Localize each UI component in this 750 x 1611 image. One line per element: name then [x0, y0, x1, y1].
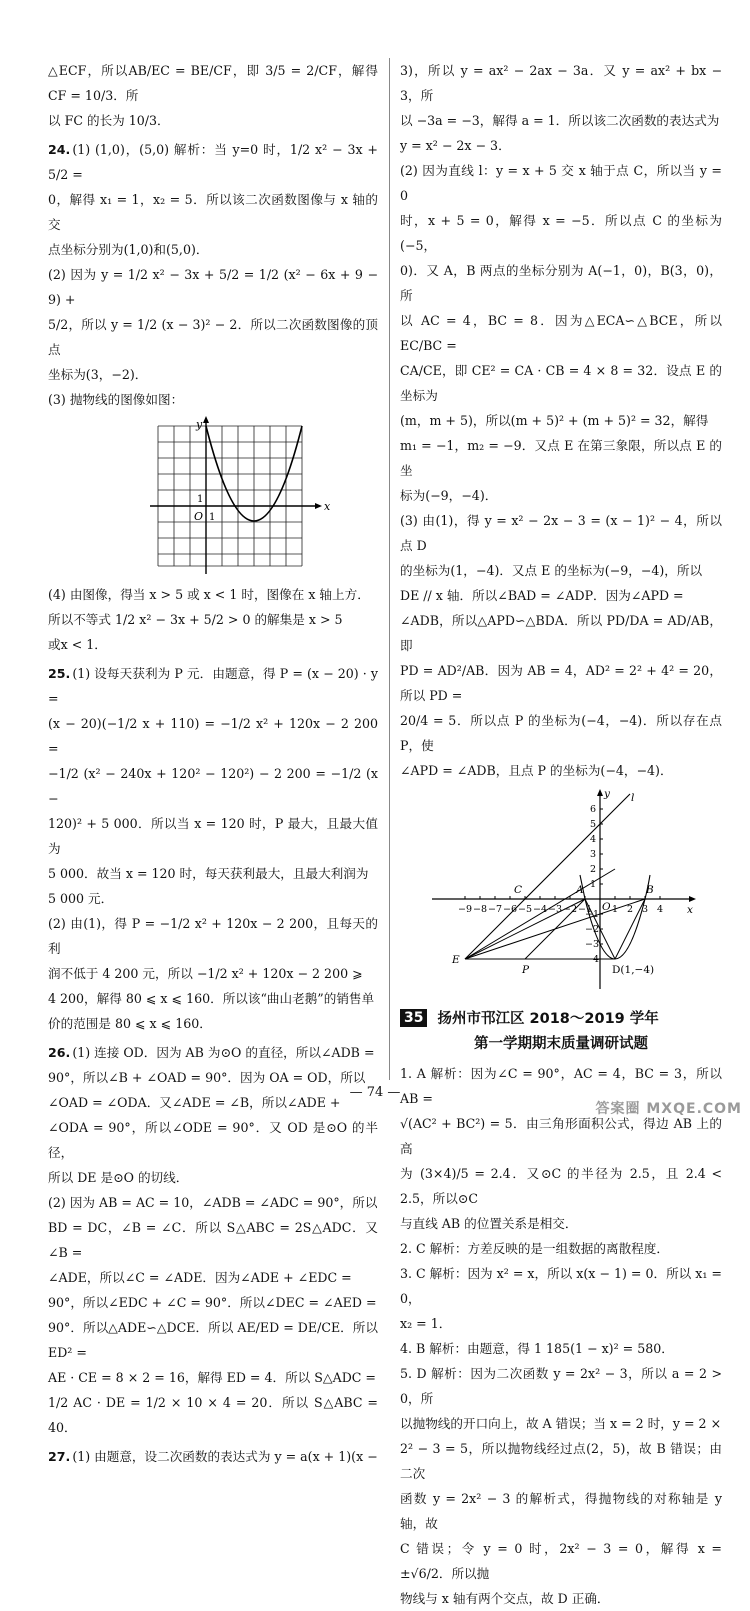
- x-tick: −8: [473, 904, 488, 915]
- q27-cont-line-9: (m，m + 5)，所以(m + 5)² + (m + 5)² = 32，解得: [400, 413, 709, 428]
- section-title-line-1: 扬州市邗江区 2018～2019 学年: [437, 1011, 659, 1027]
- q27-cont-line-6: 0)．又 A，B 两点的坐标分别为 A(−1，0)，B(3，0)，所: [400, 263, 722, 303]
- answer-2: 2. C 解析：方差反映的是一组数据的离散程度．: [400, 1241, 669, 1256]
- answer-4: 4. B 解析：由题意，得 1 185(1 − x)² = 580．: [400, 1341, 674, 1356]
- q26-line-10: 90°．所以△ADE∽△DCE．所以 AE/ED = DE/CE．所以 ED² =: [48, 1320, 378, 1360]
- parabola-graph-q24: [148, 416, 348, 576]
- q27-cont-line-5: 时，x + 5 = 0，解得 x = −5．所以点 C 的坐标为(−5，: [400, 213, 722, 253]
- q24-line-2: 0，解得 x₁ = 1，x₂ = 5．所以该二次函数图像与 x 轴的交: [48, 192, 378, 232]
- answer-1-line-3: 为 (3×4)/5 = 2.4．又⊙C 的半径为 2.5，且 2.4 < 2.5，所以⊙C: [400, 1166, 722, 1206]
- q24-line-7: (3) 抛物线的图像如图：: [48, 392, 184, 407]
- answer-5-line-4: 函数 y = 2x² − 3 的解析式，得抛物线的对称轴是 y 轴，故: [400, 1491, 722, 1531]
- y-tick: 5: [590, 819, 597, 830]
- x-tick: −5: [518, 904, 533, 915]
- q26-line-7: BD = DC，∠B = ∠C．所以 S△ABC = 2S△ADC．又∠B =: [48, 1220, 378, 1260]
- origin-label: O: [194, 510, 204, 523]
- answer-3-line-2: x₂ = 1．: [400, 1316, 452, 1331]
- q23-continuation-line-1: △ECF，所以AB/EC = BE/CF，即 3/5 = 2/CF，解得 CF = 10/3．所: [48, 63, 378, 103]
- q24-line-9: 所以不等式 1/2 x² − 3x + 5/2 > 0 的解集是 x > 5: [48, 612, 343, 627]
- x-axis-arrow: [315, 503, 322, 509]
- q24-line-1: (1) (1,0)，(5,0) 解析：当 y=0 时，1/2 x² − 3x + 5/2 =: [48, 142, 378, 182]
- q26-line-6: (2) 因为 AB = AC = 10，∠ADB = ∠ADC = 90°，所以: [48, 1195, 378, 1210]
- y-tick: 6: [590, 804, 597, 815]
- question-number: 24.: [48, 142, 71, 157]
- y-label: y: [604, 789, 610, 800]
- x-tick: 4: [657, 904, 664, 915]
- x-tick: 1: [612, 904, 619, 915]
- q25-line-5: 5 000．故当 x = 120 时，每天获利最大，且最大利润为: [48, 866, 369, 881]
- x-tick: 2: [627, 904, 634, 915]
- question-26: [48, 1040, 378, 1440]
- q25-line-10: 价的范围是 80 ⩽ x ⩽ 160．: [48, 1016, 212, 1031]
- q27-cont-line-18: ∠APD = ∠ADB，且点 P 的坐标为(−4，−4)．: [400, 763, 673, 778]
- q24-line-8: (4) 由图像，得当 x > 5 或 x < 1 时，图像在 x 轴上方．: [48, 587, 370, 602]
- section-title-line-2: 第一学期期末质量调研试题: [474, 1036, 648, 1052]
- q27-cont-line-2: 以 −3a = −3，解得 a = 1．所以该二次函数的表达式为: [400, 113, 720, 128]
- line-l-label: l: [631, 792, 635, 804]
- point-b-label: B: [646, 884, 654, 896]
- q27-line-1: (1) 由题意，设二次函数的表达式为 y = a(x + 1)(x −: [72, 1449, 378, 1464]
- q25-line-9: 4 200，解得 80 ⩽ x ⩽ 160．所以该“曲山老鹅”的销售单: [48, 991, 375, 1006]
- point-p-label: P: [522, 964, 530, 976]
- q23-continuation-line-2: 以 FC 的长为 10/3．: [48, 113, 170, 128]
- q27-cont-line-8: CA/CE，即 CE² = CA · CB = 4 × 8 = 32．设点 E 的坐标为: [400, 363, 722, 403]
- watermark: 答案圈 MXQE.COM: [595, 1101, 742, 1117]
- q27-cont-line-11: 标为(−9，−4)．: [400, 488, 498, 503]
- q27-cont-line-17: 20/4 = 5．所以点 P 的坐标为(−4，−4)．所以存在点 P，使: [400, 713, 722, 753]
- q25-line-4: 120)² + 5 000．所以当 x = 120 时，P 最大，且最大值为: [48, 816, 378, 856]
- x-label: x: [324, 500, 331, 513]
- q26-line-2: 90°，所以∠B + ∠OAD = 90°．因为 OA = OD，所以: [48, 1070, 366, 1085]
- q26-line-11: AE · CE = 8 × 2 = 16，解得 ED = 4．所以 S△ADC =: [48, 1370, 376, 1385]
- coordinate-diagram-q27: [430, 789, 700, 999]
- question-27: [48, 1444, 378, 1469]
- q26-line-3: ∠OAD = ∠ODA．又∠ADE = ∠B，所以∠ADE +: [48, 1095, 341, 1110]
- answer-3-line-1: 3. C 解析：因为 x² = x，所以 x(x − 1) = 0．所以 x₁ = 0，: [400, 1266, 722, 1306]
- x-tick: 3: [642, 904, 649, 915]
- q25-line-8: 润不低于 4 200 元，所以 −1/2 x² + 120x − 2 200 ⩾: [48, 966, 363, 981]
- answer-1-line-4: 与直线 AB 的位置关系是相交．: [400, 1216, 578, 1231]
- axis-ticks: [465, 809, 660, 959]
- x-tick: −2: [563, 904, 578, 915]
- q27-cont-line-15: ∠ADB，所以△APD∽△BDA．所以 PD/DA = AD/AB，即: [400, 613, 722, 653]
- answer-5-line-2: 以抛物线的开口向上，故 A 错误；当 x = 2 时，y = 2 ×: [400, 1416, 722, 1431]
- q27-cont-line-10: m₁ = −1，m₂ = −9．又点 E 在第三象限，所以点 E 的坐: [400, 438, 722, 478]
- q26-line-12: 1/2 AC · DE = 1/2 × 10 × 4 = 20．所以 S△ABC = 40．: [48, 1395, 378, 1435]
- q27-cont-line-7: 以 AC = 4，BC = 8．因为△ECA∽△BCE，所以 EC/BC =: [400, 313, 722, 353]
- left-column: [48, 58, 378, 1469]
- point-d-label: D(1,−4): [612, 964, 655, 976]
- point-e-label: E: [452, 954, 460, 966]
- question-number: 27.: [48, 1449, 71, 1464]
- y-unit-label: 1: [197, 494, 204, 505]
- line-l: [465, 794, 630, 959]
- section-header: [400, 1007, 722, 1028]
- q26-line-8: ∠ADE，所以∠C = ∠ADE．因为∠ADE + ∠EDC =: [48, 1270, 352, 1285]
- q26-line-5: 所以 DE 是⊙O 的切线．: [48, 1170, 189, 1185]
- q25-line-6: 5 000 元．: [48, 891, 114, 906]
- y-tick: 2: [590, 864, 597, 875]
- answer-1-line-2: √(AC² + BC²) = 5．由三角形面积公式，得边 AB 上的高: [400, 1116, 722, 1156]
- y-tick: −1: [585, 909, 600, 920]
- question-number: 26.: [48, 1045, 71, 1060]
- y-tick: −4: [585, 954, 600, 965]
- answer-5-line-5: C 错误；令 y = 0 时，2x² − 3 = 0，解得 x = ±√6/2．所以抛: [400, 1541, 722, 1581]
- y-label: y: [196, 418, 203, 431]
- q25-line-3: −1/2 (x² − 240x + 120² − 120²) − 2 200 = −1/2 (x −: [48, 766, 378, 806]
- section-number-badge: 35: [400, 1009, 427, 1027]
- q27-cont-line-3: y = x² − 2x − 3．: [400, 138, 511, 153]
- q24-line-5: 5/2，所以 y = 1/2 (x − 3)² − 2．所以二次函数图像的顶点: [48, 317, 378, 357]
- x-tick: −6: [503, 904, 518, 915]
- q25-line-7: (2) 由(1)，得 P = −1/2 x² + 120x − 2 200，且每天的利: [48, 916, 378, 956]
- page-number: — 74 —: [349, 1085, 401, 1100]
- question-24: [48, 137, 378, 657]
- y-tick: −3: [585, 939, 600, 950]
- question-number: 25.: [48, 666, 71, 681]
- y-axis-arrow: [203, 416, 209, 423]
- q27-cont-line-4: (2) 因为直线 l：y = x + 5 交 x 轴于点 C，所以当 y = 0: [400, 163, 722, 203]
- origin-label: O: [602, 901, 611, 913]
- q24-line-10: 或x < 1．: [48, 637, 107, 652]
- answer-5-line-1: 5. D 解析：因为二次函数 y = 2x² − 3，所以 a = 2 > 0，所: [400, 1366, 722, 1406]
- q27-cont-line-12: (3) 由(1)，得 y = x² − 2x − 3 = (x − 1)² − 4，所以点 D: [400, 513, 722, 553]
- q25-line-2: (x − 20)(−1/2 x + 110) = −1/2 x² + 120x − 2 200 =: [48, 716, 378, 756]
- q27-cont-line-13: 的坐标为(1，−4)．又点 E 的坐标为(−9，−4)，所以: [400, 563, 703, 578]
- q27-cont-line-14: DE // x 轴．所以∠BAD = ∠ADP．因为∠APD =: [400, 588, 684, 603]
- x-label: x: [687, 904, 693, 916]
- answer-1-line-1: 1. A 解析：因为∠C = 90°，AC = 4，BC = 3，所以 AB =: [400, 1066, 722, 1106]
- x-unit-label: 1: [209, 512, 216, 523]
- question-25: [48, 661, 378, 1036]
- x-tick: −7: [488, 904, 503, 915]
- q26-line-1: (1) 连接 OD．因为 AB 为⊙O 的直径，所以∠ADB =: [72, 1045, 375, 1060]
- y-tick-labels: [585, 804, 599, 965]
- y-tick: 4: [590, 834, 597, 845]
- x-axis-arrow: [689, 896, 696, 902]
- q26-line-4: ∠ODA = 90°，所以∠ODE = 90°．又 OD 是⊙O 的半径，: [48, 1120, 378, 1160]
- q24-line-3: 点坐标分别为(1,0)和(5,0)．: [48, 242, 209, 257]
- q27-cont-line-16: PD = AD²/AB．因为 AB = 4，AD² = 2² + 4² = 20，所以 PD =: [400, 663, 722, 703]
- right-column: [400, 58, 722, 1611]
- y-tick: 1: [590, 879, 597, 890]
- answer-5-line-3: 2² − 3 = 5，所以抛物线经过点(2，5)，故 B 错误；由二次: [400, 1441, 722, 1481]
- point-a-label: A: [576, 884, 584, 896]
- x-tick: −3: [548, 904, 563, 915]
- y-tick: 3: [590, 849, 597, 860]
- point-c-label: C: [514, 884, 523, 896]
- q26-line-9: 90°，所以∠EDC + ∠C = 90°．所以∠DEC = ∠AED =: [48, 1295, 377, 1310]
- q24-line-4: (2) 因为 y = 1/2 x² − 3x + 5/2 = 1/2 (x² − 6x + 9 − 9) +: [48, 267, 378, 307]
- q25-line-1: (1) 设每天获利为 P 元．由题意，得 P = (x − 20) · y =: [48, 666, 378, 706]
- x-tick: −4: [533, 904, 548, 915]
- y-tick: −2: [585, 924, 600, 935]
- x-tick: −1: [578, 904, 593, 915]
- answer-5-line-6: 物线与 x 轴有两个交点，故 D 正确．: [400, 1591, 610, 1606]
- q24-line-6: 坐标为(3，−2)．: [48, 367, 148, 382]
- q27-cont-line-1: 3)，所以 y = ax² − 2ax − 3a．又 y = ax² + bx − 3，所: [400, 63, 722, 103]
- x-tick-labels: [458, 904, 663, 915]
- column-divider: [389, 58, 390, 1080]
- y-axis-arrow: [597, 789, 603, 796]
- x-tick: −9: [458, 904, 473, 915]
